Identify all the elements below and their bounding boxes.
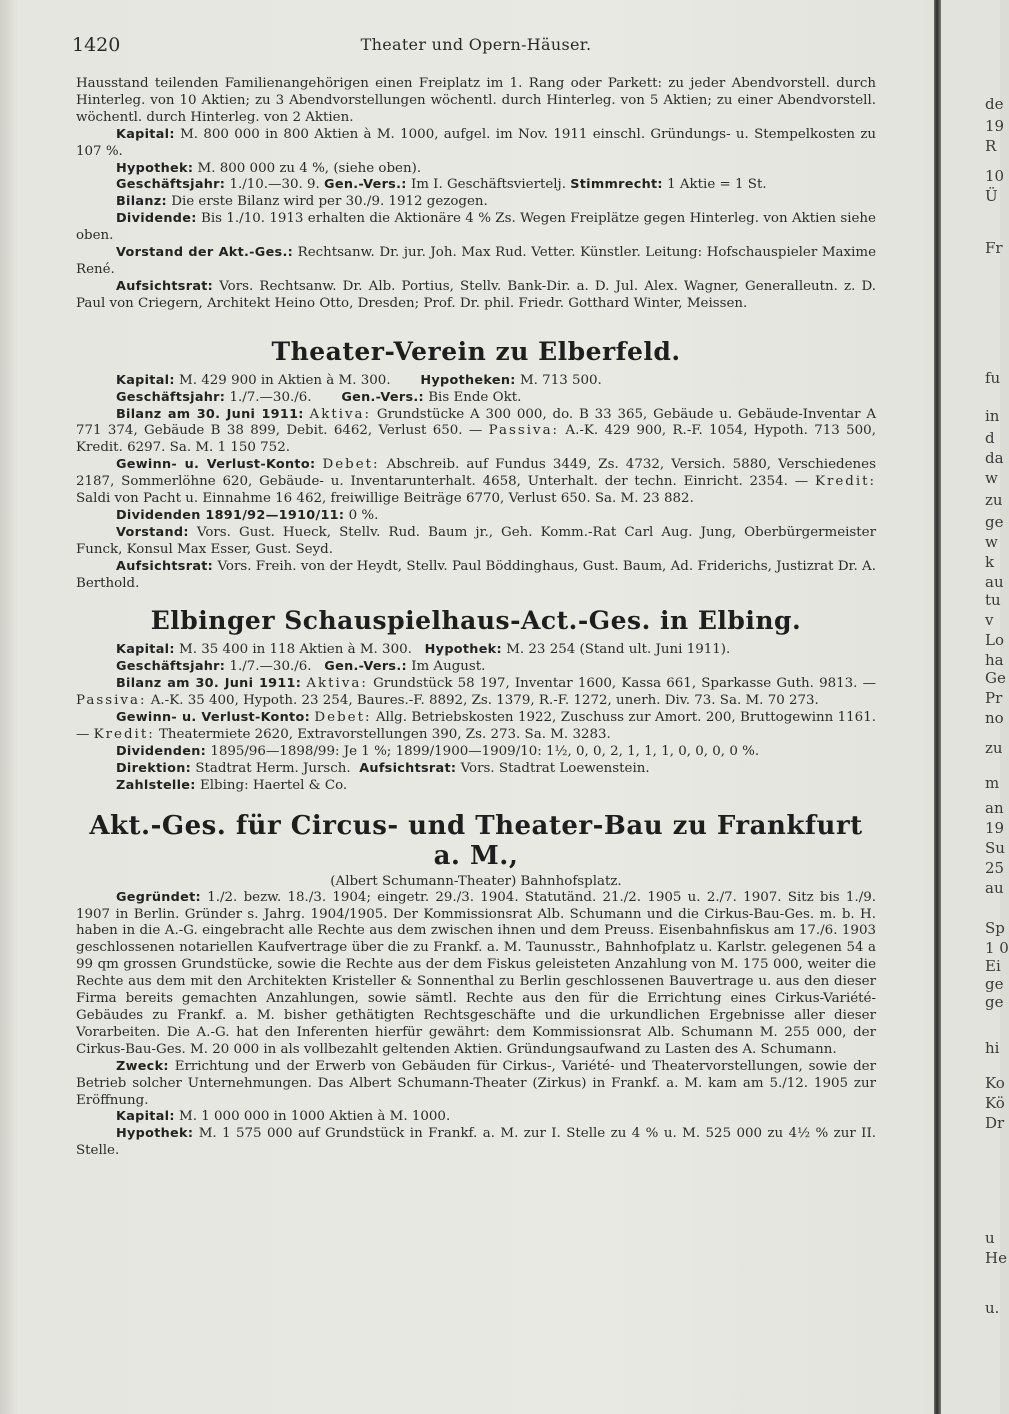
margin-fragment: au <box>985 879 1004 897</box>
label-hypothek: Hypothek: <box>116 1126 194 1142</box>
value-kapital: M. 800 000 in 800 Aktien à M. 1000, aufgel. im Nov. 1911 einschl. Gründungs- u. Stempelkosten zu 107 %. <box>76 126 876 159</box>
label-dividenden: Dividenden: <box>116 743 207 759</box>
word-passiva: Passiva: <box>488 423 560 439</box>
section-frankfurt <box>76 890 876 1161</box>
section-elberfeld <box>76 373 876 593</box>
label-bilanz: Bilanz am 30. Juni 1911: <box>116 406 304 422</box>
value-dividenden: 0 %. <box>348 507 379 523</box>
entry-kapital <box>76 642 876 659</box>
label-hypothek: Hypothek: <box>116 160 194 176</box>
section-continuation <box>76 76 876 313</box>
label-gewinn-verlust: Gewinn- u. Verlust-Konto: <box>116 457 316 473</box>
word-kredit: Kredit: <box>93 727 155 742</box>
label-gen-vers: Gen.-Vers.: <box>341 389 424 405</box>
value-dividende: Bis 1./10. 1913 erhalten die Aktionäre 4 % Zs. Wegen Freiplätze gegen Hinterleg. von Aktien siehe oben. <box>76 211 876 244</box>
entry-gegruendet <box>76 890 876 1059</box>
value-bilanz: Die erste Bilanz wird per 30./9. 1912 gezogen. <box>171 194 488 210</box>
label-kapital: Kapital: <box>116 642 175 658</box>
margin-fragment: 19 <box>985 819 1005 837</box>
margin-fragment: Sp <box>985 919 1005 937</box>
margin-fragment: ha <box>985 651 1004 669</box>
value-geschaeftsjahr: 1./7.—30./6. <box>229 389 312 405</box>
word-aktiva: Aktiva: <box>309 406 372 422</box>
entry-aufsichtsrat <box>76 559 876 593</box>
word-debet: Debet: <box>314 710 372 726</box>
page-header <box>72 32 876 62</box>
value-aufsichtsrat: Vors. Rechtsanw. Dr. Alb. Portius, Stellv. Bank-Dir. a. D. Jul. Alex. Wagner, Generalleutn. z. D. Paul von Criegern, Architekt Heino Otto, Dresden; Prof. Dr. phil. Friedr. Gotthard Winter, Meissen. <box>76 278 876 311</box>
value-passiva: A.-K. 35 400, Hypoth. 23 254, Baures.-F. 8892, Zs. 1379, R.-F. 1272, unerh. Div. 73. Sa. M. 70 273. <box>150 693 819 709</box>
label-zahlstelle: Zahlstelle: <box>116 777 196 793</box>
value-hypotheken: M. 713 500. <box>519 372 602 388</box>
label-gegruendet: Gegründet: <box>116 889 201 905</box>
label-gewinn-verlust: Gewinn- u. Verlust-Konto: <box>116 710 310 726</box>
entry-vorstand <box>76 245 876 279</box>
value-debet: Allg. Betriebskosten 1922, Zuschuss zur Amort. 200, Bruttogewinn 1161. — <box>76 710 876 742</box>
margin-fragment: fu <box>985 369 1001 387</box>
margin-fragment: Pr <box>985 689 1003 707</box>
entry-zweck <box>76 1059 876 1110</box>
value-aufsichtsrat: Vors. Stadtrat Loewenstein. <box>460 760 650 776</box>
heading-elbing: Elbinger Schauspielhaus-Act.-Ges. in Elbing. <box>150 606 802 636</box>
label-kapital: Kapital: <box>116 1109 175 1125</box>
margin-fragment: R <box>985 137 997 155</box>
value-dividenden: 1895/96—1898/99: Je 1 %; 1899/1900—1909/10: 1½, 0, 0, 2, 1, 1, 1, 0, 0, 0, 0 %. <box>210 743 760 759</box>
margin-fragment: ge <box>985 513 1004 531</box>
word-aktiva: Aktiva: <box>306 676 368 692</box>
margin-fragment: in <box>985 407 1000 425</box>
word-passiva: Passiva: <box>76 693 147 709</box>
entry-zahlstelle <box>76 778 876 795</box>
entry-hypothek <box>76 161 876 178</box>
value-hypothek: M. 800 000 zu 4 %, (siehe oben). <box>197 160 422 176</box>
label-hypothek: Hypothek: <box>424 642 502 658</box>
margin-fragment: au <box>985 573 1004 591</box>
word-debet: Debet: <box>322 457 380 473</box>
margin-fragment: ge <box>985 975 1004 993</box>
value-geschaeftsjahr: 1./10.—30. 9. <box>229 177 320 193</box>
entry-bilanz <box>76 676 876 710</box>
entry-vorstand <box>76 525 876 559</box>
margin-fragment: 1 0 <box>985 939 1009 957</box>
label-vorstand: Vorstand der Akt.-Ges.: <box>116 245 294 261</box>
entry-bilanz <box>76 194 876 211</box>
margin-fragment: Kö <box>985 1094 1005 1112</box>
label-geschaeftsjahr: Geschäftsjahr: <box>116 389 226 405</box>
margin-fragment: Fr <box>985 239 1003 257</box>
margin-fragment: tu <box>985 591 1001 609</box>
margin-fragment: Ü <box>985 187 998 205</box>
value-gegruendet: 1./2. bezw. 18./3. 1904; eingetr. 29./3. 1904. Statutänd. 21./2. 1905 u. 2./7. 1907. Sitz bis 1./9. 1907 in Berlin. Gründer s. Jahrg. 1904/1905. Der Kommissionsrat Alb. Schumann und die Cirkus-Bau-Ges. m. b. H. haben in die A.-G. eingebracht alle Rechte aus dem zwischen ihnen und dem Preuss. Eisenbahnfiskus am 17./6. 1903 geschlossenen notariellen Kaufvertrage über die zu Frankf. a. M. Taunusstr., Bahnhofplatz u. Karlstr. gelegenen 54 a 99 qm grossen Grundstücke, sowie die Rechte aus der dem Fiskus geleisteten Anzahlung von M. 175 000, weiter die Rechte aus dem mit den Architekten Kristeller & Sonnenthal zu Berlin geschlossenen Bauvertrage u. aus den dieser Firma bereits gemachten Anzahlungen, sowie sämtl. Rechte aus den für die Errichtung eines Cirkus-Variété-Gebäudes zu Frankf. a. M. bisher gethätigten Rechtsgeschäfte und die urkundlichen Ergebnisse aller dieser Vorarbeiten. Die A.-G. hat den Inferenten hierfür gewährt: dem Kommissionsrat Alb. Schumann M. 255 000, der Cirkus-Bau-Ges. M. 20 000 in als vollbezahlt geltenden Aktien. Gründungsaufwand zu Lasten des A. Schumann. <box>76 889 876 1057</box>
value-vorstand: Rechtsanw. Dr. jur. Joh. Max Rud. Vetter. Künstler. Leitung: Hofschauspieler Maxime René. <box>76 245 876 277</box>
label-vorstand: Vorstand: <box>116 524 189 540</box>
margin-fragment: zu <box>985 739 1003 757</box>
label-direktion: Direktion: <box>116 760 192 776</box>
label-kapital: Kapital: <box>116 372 175 388</box>
label-aufsichtsrat: Aufsichtsrat: <box>116 558 214 574</box>
margin-fragment: da <box>985 449 1004 467</box>
running-title: Theater und Opern-Häuser. <box>360 35 592 54</box>
label-bilanz: Bilanz am 30. Juni 1911: <box>116 676 302 692</box>
margin-fragment: 10 <box>985 167 1005 185</box>
value-aktiva: Grundstück 58 197, Inventar 1600, Kassa 661, Sparkasse Guth. 9813. — <box>373 676 876 692</box>
heading-elberfeld: Theater-Verein zu Elberfeld. <box>271 336 681 366</box>
margin-fragment: ge <box>985 993 1004 1011</box>
margin-fragment: Ei <box>985 957 1001 975</box>
entry-aufsichtsrat <box>76 279 876 313</box>
margin-fragment: u <box>985 1229 995 1247</box>
label-aufsichtsrat: Aufsichtsrat: <box>116 278 214 294</box>
entry-dividenden <box>76 508 876 525</box>
margin-fragment: Dr <box>985 1114 1005 1132</box>
value-aktiva: Grundstücke A 300 000, do. B 33 365, Gebäude u. Gebäude-Inventar A 771 374, Gebäude B 38 899, Debit. 6462, Verlust 650. — <box>76 406 877 439</box>
section-elbing <box>76 642 876 794</box>
margin-fragment: 19 <box>985 117 1005 135</box>
value-kapital: M. 35 400 in 118 Aktien à M. 300. <box>179 642 412 658</box>
value-gen-vers: Im I. Geschäftsviertelj. <box>410 177 566 193</box>
continuation-text: Hausstand teilenden Familienangehörigen einen Freiplatz im 1. Rang oder Parkett: zu jeder Abendvorstell. durch Hinterleg. von 10 Aktien; zu 3 Abendvorstellungen wöchentl. durch Hinterleg. von 5 Aktien; zu einer Abendvorstell. wöchentl. durch Hinterleg. von 2 Aktien. <box>76 76 876 125</box>
entry-hypothek <box>76 1126 876 1160</box>
page-gutter <box>934 0 941 1414</box>
margin-fragment: an <box>985 799 1004 817</box>
value-kapital: M. 1 000 000 in 1000 Aktien à M. 1000. <box>179 1109 451 1125</box>
value-geschaeftsjahr: 1./7.—30./6. <box>229 659 312 675</box>
entry-geschaeftsjahr <box>76 390 876 407</box>
value-kredit: Saldi von Pacht u. Einnahme 16 462, freiwillige Beiträge 6770, Verlust 650. Sa. M. 23 882. <box>76 491 694 507</box>
value-kapital: M. 429 900 in Aktien à M. 300. <box>179 372 391 388</box>
margin-fragment: hi <box>985 1039 1000 1057</box>
margin-fragment: zu <box>985 491 1003 509</box>
margin-fragment: u. <box>985 1299 1000 1317</box>
entry-direktion <box>76 761 876 778</box>
margin-fragment: k <box>985 553 995 571</box>
value-aufsichtsrat: Vors. Freih. von der Heydt, Stellv. Paul Böddinghaus, Gust. Baum, Ad. Friderichs, Justizrat Dr. A. Berthold. <box>76 558 876 591</box>
margin-fragment: v <box>985 611 994 629</box>
margin-fragment: 25 <box>985 859 1005 877</box>
entry-dividende <box>76 211 876 245</box>
margin-fragment: Ko <box>985 1074 1005 1092</box>
margin-fragment: Lo <box>985 631 1004 649</box>
entry-kapital <box>76 127 876 161</box>
text-column <box>72 32 877 1160</box>
value-hypothek: M. 1 575 000 auf Grundstück in Frankf. a. M. zur I. Stelle zu 4 % u. M. 525 000 zu 4½ % zur II. Stelle. <box>76 1126 877 1159</box>
margin-fragment: m <box>985 774 1000 792</box>
margin-fragment: de <box>985 95 1004 113</box>
label-geschaeftsjahr: Geschäftsjahr: <box>116 659 226 675</box>
margin-fragment: w <box>985 533 998 551</box>
label-kapital: Kapital: <box>116 126 175 142</box>
label-bilanz: Bilanz: <box>116 194 167 210</box>
entry-gewinn-verlust <box>76 457 876 508</box>
entry-bilanz <box>76 407 876 458</box>
label-zweck: Zweck: <box>116 1058 169 1074</box>
value-direktion: Stadtrat Herm. Jursch. <box>195 760 351 776</box>
value-vorstand: Vors. Gust. Hueck, Stellv. Rud. Baum jr., Geh. Komm.-Rat Carl Aug. Jung, Oberbürgermeister Funck, Konsul Max Esser, Gust. Seyd. <box>76 524 876 557</box>
word-kredit: Kredit: <box>814 474 877 490</box>
label-geschaeftsjahr: Geschäftsjahr: <box>116 177 226 193</box>
entry-dividenden <box>76 744 876 761</box>
value-zweck: Errichtung und der Erwerb von Gebäuden für Cirkus-, Variété- und Theatervorstellungen, sowie der Betrieb solcher Unternehmungen. Das Albert Schumann-Theater (Zirkus) in Frankf. a. M. kam am 5./12. 1905 zur Eröffnung. <box>76 1058 876 1108</box>
margin-fragment: w <box>985 469 998 487</box>
entry-kapital <box>76 373 876 390</box>
label-hypotheken: Hypotheken: <box>420 372 516 388</box>
value-gen-vers: Bis Ende Okt. <box>428 389 522 405</box>
subheading-frankfurt: (Albert Schumann-Theater) Bahnhofsplatz. <box>330 873 622 889</box>
margin-fragment: He <box>985 1249 1007 1267</box>
value-stimmrecht: 1 Aktie = 1 St. <box>667 177 767 193</box>
label-gen-vers: Gen.-Vers.: <box>324 177 407 193</box>
label-aufsichtsrat: Aufsichtsrat: <box>359 760 457 776</box>
value-gen-vers: Im August. <box>411 659 486 675</box>
margin-fragment: no <box>985 709 1004 727</box>
entry-kapital <box>76 1109 876 1126</box>
label-stimmrecht: Stimmrecht: <box>570 177 663 193</box>
margin-fragment: d <box>985 429 995 447</box>
entry-geschaeftsjahr <box>76 177 876 194</box>
value-debet: Abschreib. auf Fundus 3449, Zs. 4732, Versich. 5880, Verschiedenes 2187, Sommerlöhne 620, Gebäude- u. Inventarunterhalt. 4658, Unterhalt. der techn. Einricht. 2354. — <box>76 457 876 490</box>
label-dividenden: Dividenden 1891/92—1910/11: <box>116 507 345 523</box>
value-passiva: A.-K. 429 900, R.-F. 1054, Hypoth. 713 500, Kredit. 6297. Sa. M. 1 150 752. <box>76 423 876 456</box>
adjacent-page-strip <box>941 0 1003 1414</box>
value-kredit: Theatermiete 2620, Extravorstellungen 390, Zs. 273. Sa. M. 3283. <box>159 727 611 742</box>
value-zahlstelle: Elbing: Haertel & Co. <box>199 777 348 793</box>
label-gen-vers: Gen.-Vers.: <box>324 659 407 675</box>
margin-fragment: Su <box>985 839 1005 857</box>
page-number: 1420 <box>72 34 121 56</box>
value-hypothek: M. 23 254 (Stand ult. Juni 1911). <box>506 642 731 658</box>
heading-frankfurt: Akt.-Ges. für Circus- und Theater-Bau zu Frankfurt a. M., <box>89 810 863 871</box>
margin-fragment: Ge <box>985 669 1006 687</box>
entry-gewinn-verlust <box>76 710 876 744</box>
entry-geschaeftsjahr <box>76 659 876 676</box>
label-dividende: Dividende: <box>116 211 197 227</box>
